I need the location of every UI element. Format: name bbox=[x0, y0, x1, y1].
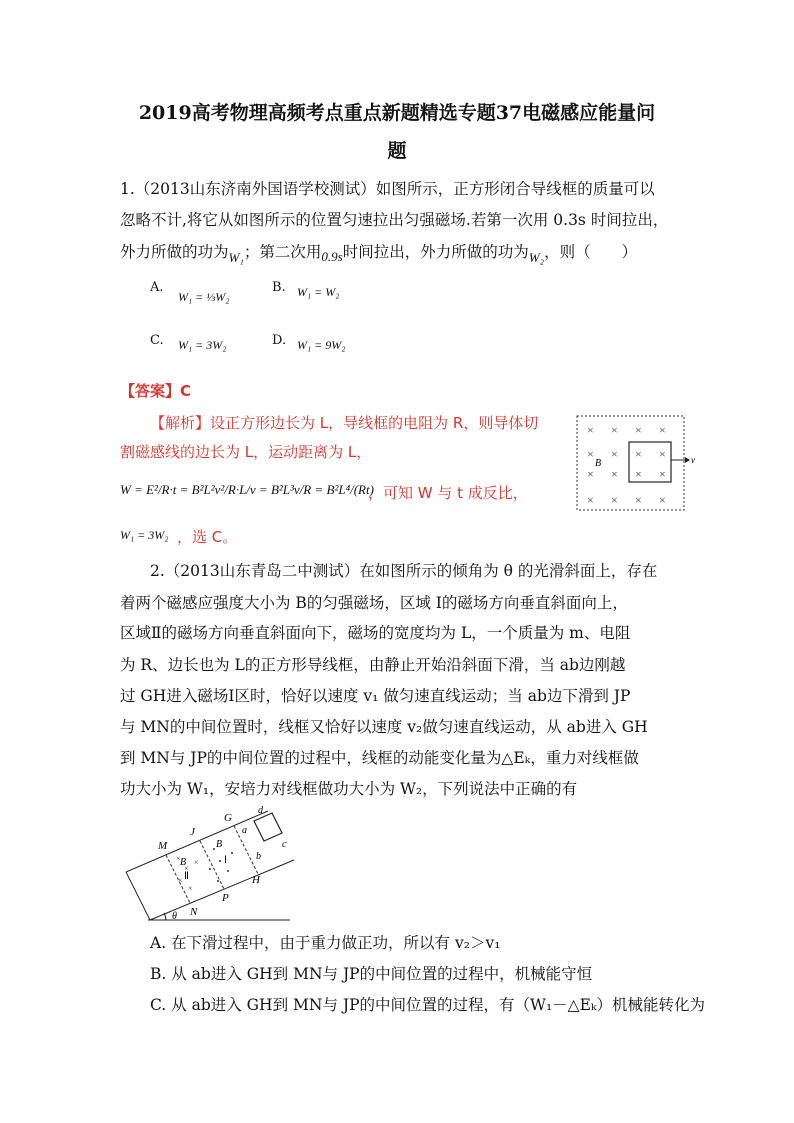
q1-w2: W₂ bbox=[528, 250, 545, 265]
label-n: N bbox=[190, 906, 198, 918]
svg-text:×: × bbox=[188, 884, 193, 893]
page-title-cont: 题 bbox=[387, 140, 407, 162]
q2-line5: 过 GH进入磁场Ⅰ区时，恰好以速度 v₁ 做匀速直线运动；当 ab边下滑到 JP bbox=[120, 687, 631, 705]
q2-option-b: B. 从 ab进入 GH到 MN与 JP的中间位置的过程中，机械能守恒 bbox=[150, 965, 593, 983]
q1-option-a-eq: W₁ = ⅓W₂ bbox=[178, 290, 230, 304]
q2-line1: 2.（2013山东青岛二中测试）在如图所示的倾角为 θ 的光滑斜面上，存在 bbox=[150, 562, 658, 580]
analysis-line4-tail: ，选 C。 bbox=[177, 528, 238, 546]
analysis-line2: 割磁感线的边长为 L，运动距离为 L， bbox=[120, 443, 372, 461]
svg-text:×: × bbox=[184, 864, 189, 873]
label-b1: B bbox=[216, 839, 223, 850]
analysis-formula-tail: ，可知 W 与 t 成反比， bbox=[368, 484, 528, 502]
q2-line3: 区域Ⅱ的磁场方向垂直斜面向下，磁场的宽度均为 L，一个质量为 m、电阻 bbox=[120, 624, 631, 642]
label-b: b bbox=[256, 851, 261, 862]
svg-text:×: × bbox=[587, 493, 594, 507]
svg-text:×: × bbox=[611, 493, 618, 507]
svg-text:×: × bbox=[659, 447, 666, 461]
q2-option-a: A. 在下滑过程中，由于重力做正功，所以有 v₂＞v₁ bbox=[150, 934, 501, 952]
q1-w1: W₁ bbox=[228, 250, 244, 265]
arrow-head-icon bbox=[685, 457, 690, 463]
label-a: a bbox=[242, 825, 247, 836]
analysis-line4-eq: W₁ = 3W₂ bbox=[120, 528, 169, 542]
analysis-formula: W = E²/R·t = B²L²v²/R·L/v = B²L³v/R = B²L⁴/(Rt) bbox=[120, 482, 374, 497]
square-frame-abcd bbox=[254, 813, 282, 841]
label-j: J bbox=[190, 826, 195, 838]
label-d: d bbox=[258, 805, 263, 816]
label-m: M bbox=[158, 840, 168, 852]
svg-text:×: × bbox=[635, 447, 642, 461]
figure-1-field-diagram bbox=[575, 414, 700, 514]
q2-line8: 功大小为 W₁，安培力对线框做功大小为 W₂，下列说法中正确的有 bbox=[120, 780, 578, 798]
svg-text:×: × bbox=[194, 858, 199, 867]
label-b2: B bbox=[180, 857, 187, 868]
svg-text:×: × bbox=[611, 423, 618, 437]
figure-2-incline-diagram bbox=[118, 805, 298, 927]
label-p: P bbox=[222, 892, 229, 904]
label-theta: θ bbox=[172, 911, 177, 922]
velocity-label: v bbox=[691, 455, 695, 465]
page-title: 2019高考物理高频考点重点新题精选专题37电磁感应能量问 bbox=[138, 102, 656, 124]
svg-text:×: × bbox=[587, 467, 594, 481]
q1-option-b-label: B. bbox=[272, 280, 286, 295]
label-c: c bbox=[282, 839, 287, 850]
q2-line2: 着两个磁感应强度大小为 B的匀强磁场，区域 I的磁场方向垂直斜面向上， bbox=[120, 594, 628, 612]
q1-option-d-label: D. bbox=[272, 333, 287, 348]
q1-t2: 0.9s bbox=[321, 249, 343, 264]
q1-option-c-label: C. bbox=[150, 333, 164, 348]
label-g: G bbox=[224, 812, 232, 824]
svg-text:×: × bbox=[176, 854, 181, 863]
q1-option-b-eq: W₁ = W₂ bbox=[297, 285, 340, 299]
q1-line1: 1.（2013山东济南外国语学校测试）如图所示，正方形闭合导线框的质量可以 bbox=[120, 180, 655, 198]
svg-text:×: × bbox=[611, 447, 618, 461]
q1-option-c-eq: W₁ = 3W₂ bbox=[178, 338, 227, 352]
q1-line2: 忽略不计,将它从如图所示的位置匀速拉出匀强磁场.若第一次用 0.3s 时间拉出， bbox=[120, 211, 669, 229]
analysis-line1: 【解析】设正方形边长为 L，导线框的电阻为 R，则导体切 bbox=[150, 414, 539, 432]
svg-text:×: × bbox=[587, 447, 594, 461]
svg-text:×: × bbox=[635, 467, 642, 481]
q2-line6: 与 MN的中间位置时，线框又恰好以速度 v₂做匀速直线运动，从 ab进入 GH bbox=[120, 718, 648, 736]
label-region-ii: Ⅱ bbox=[184, 871, 189, 882]
q1-option-d-eq: W₁ = 9W₂ bbox=[297, 338, 346, 352]
q2-option-c: C. 从 ab进入 GH到 MN与 JP的中间位置的过程，有（W₁－△Eₖ）机械能转化为 bbox=[150, 996, 706, 1014]
svg-text:×: × bbox=[659, 423, 666, 437]
svg-text:×: × bbox=[635, 493, 642, 507]
q1-line3-c: 时间拉出，外力所做的功为 bbox=[342, 243, 529, 261]
svg-text:×: × bbox=[587, 423, 594, 437]
svg-text:×: × bbox=[659, 467, 666, 481]
svg-text:×: × bbox=[611, 467, 618, 481]
q2-line7: 到 MN与 JP的中间位置的过程中，线框的动能变化量为△Eₖ，重力对线框做 bbox=[120, 749, 639, 767]
incline-bottom-edge bbox=[126, 872, 150, 920]
answer-label: 【答案】C bbox=[120, 382, 192, 400]
q1-option-a-label: A. bbox=[150, 280, 164, 295]
region-i-dots bbox=[209, 848, 233, 882]
svg-text:×: × bbox=[178, 876, 183, 885]
q1-line3 bbox=[120, 242, 637, 263]
label-region-i: Ⅰ bbox=[224, 855, 227, 866]
svg-text:×: × bbox=[635, 423, 642, 437]
label-h: H bbox=[252, 874, 260, 886]
q2-line4: 为 R、边长也为 L的正方形导线框，由静止开始沿斜面下滑，当 ab边刚越 bbox=[120, 656, 626, 674]
q1-line3-b: ；第二次用 bbox=[243, 243, 322, 261]
q1-line3-a: 外力所做的功为 bbox=[120, 243, 229, 261]
svg-text:×: × bbox=[659, 493, 666, 507]
field-b-label: B bbox=[595, 458, 602, 469]
theta-arc bbox=[164, 913, 166, 920]
q1-line3-d: ，则（ ） bbox=[544, 243, 638, 261]
